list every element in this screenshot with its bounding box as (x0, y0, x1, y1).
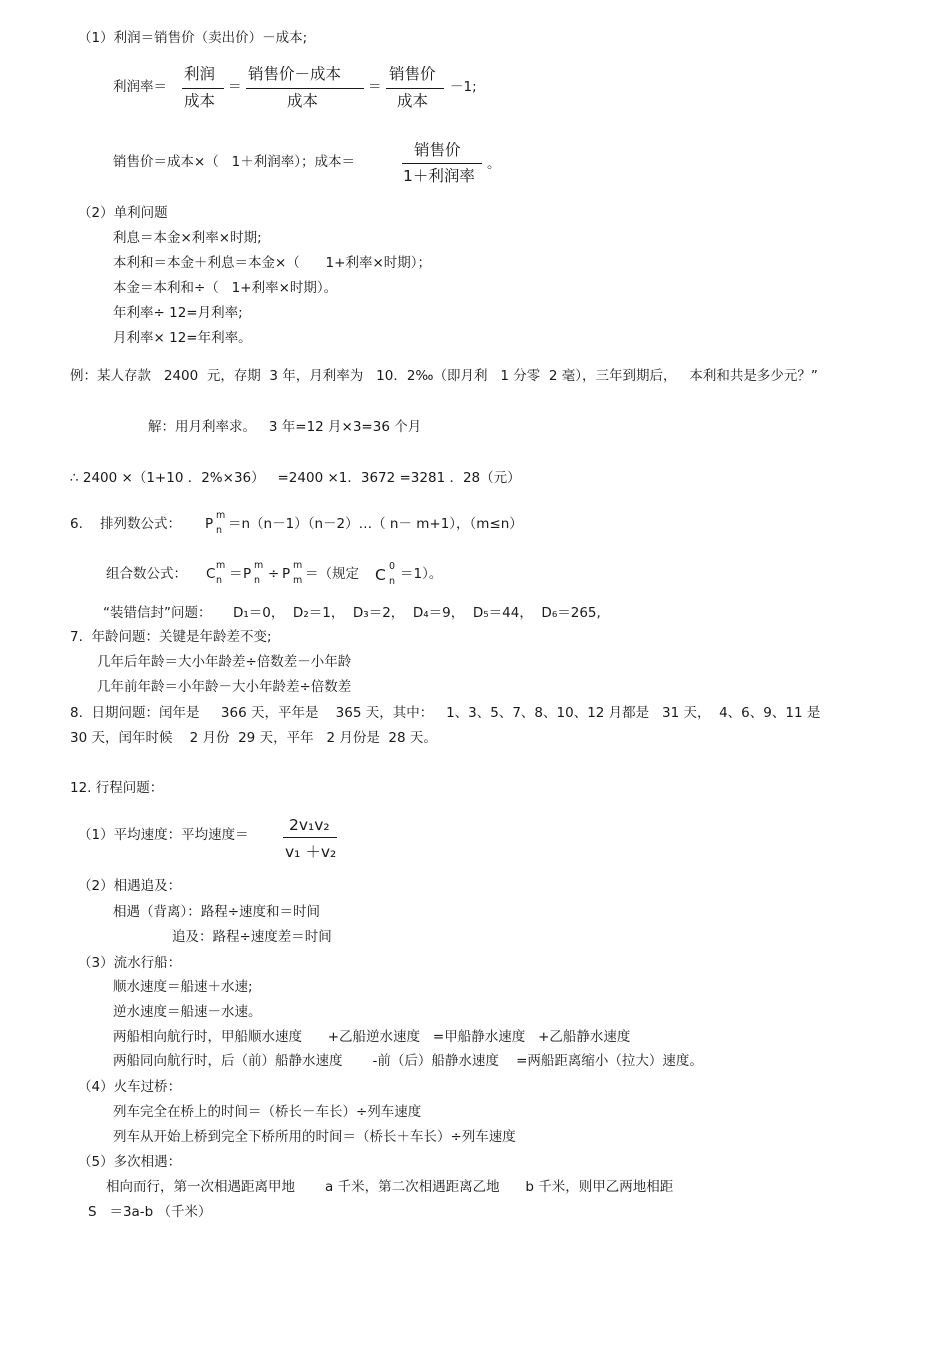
meet-line: 相遇（背离）：路程÷速度和＝时间 (113, 904, 321, 920)
train-title: （4）火车过桥： (78, 1079, 182, 1095)
multi-meet-result: S ＝3a-b （千米） (88, 1204, 212, 1220)
fraction-2-numerator: 销售价－成本 (248, 65, 342, 83)
simple-interest-line: 本利和＝本金＋利息＝本金×（ 1+利率×时期）； (113, 255, 432, 271)
permutation-symbol: P (205, 516, 214, 532)
age-title: 7. 年龄问题：关键是年龄差不变; (70, 629, 272, 645)
minus-one: －1; (450, 79, 477, 95)
superscript-m: m (254, 560, 264, 571)
combination-label: 组合数公式： (106, 566, 187, 582)
sale-price-line: 销售价＝成本×（ 1＋利润率）；成本＝ (113, 154, 356, 170)
superscript-m: m (216, 510, 226, 521)
divide-sign: ÷ (268, 566, 280, 582)
simple-interest-line: 利息＝本金×利率×时期; (113, 230, 262, 246)
meet-title: （2）相遇追及： (78, 878, 182, 894)
fraction-3-denominator: 成本 (397, 92, 429, 110)
fraction-4-numerator: 销售价 (414, 141, 461, 159)
age-line: 几年前年龄＝小年龄－大小年龄差÷倍数差 (97, 679, 352, 695)
date-line-2: 30 天，闰年时候 2 月份 29 天，平年 2 月份是 28 天。 (70, 730, 437, 746)
superscript-m: m (216, 560, 226, 571)
meet-line: 追及：路程÷速度差＝时间 (172, 929, 332, 945)
multi-meet-title: （5）多次相遇： (78, 1154, 182, 1170)
combination-symbol: C (206, 566, 216, 582)
water-line: 两船同向航行时，后（前）船静水速度 -前（后）船静水速度 =两船距离缩小（拉大）速度。 (113, 1053, 703, 1069)
travel-title: 12. 行程问题： (70, 780, 164, 796)
equals-sign: ＝ (229, 566, 243, 582)
train-line: 列车从开始上桥到完全下桥所用的时间＝（桥长＋车长）÷列车速度 (113, 1129, 516, 1145)
water-line: 顺水速度＝船速＋水速; (113, 979, 253, 995)
multi-meet-line: 相向而行，第一次相遇距离甲地 a 千米，第二次相遇距离乙地 b 千米，则甲乙两地相距 (106, 1179, 674, 1195)
subscript-n: n (389, 576, 396, 587)
permutation-label: 6. 排列数公式： (70, 516, 182, 532)
rule-end: ＝1）。 (400, 566, 443, 582)
water-line: 两船相向航行时，甲船顺水速度 +乙船逆水速度 =甲船静水速度 +乙船静水速度 (113, 1029, 631, 1045)
combination-symbol: C (375, 566, 386, 584)
subscript-m: m (293, 575, 303, 586)
average-speed-numerator: 2v₁v₂ (289, 816, 330, 834)
equals-sign: ＝ (228, 79, 242, 95)
fraction-2-denominator: 成本 (287, 92, 319, 110)
envelope-problem: “装错信封”问题： D₁＝0， D₂＝1， D₃＝2， D₄＝9， D₅＝44， D₆＝265, (103, 605, 601, 621)
train-line: 列车完全在桥上的时间＝（桥长－车长）÷列车速度 (113, 1104, 422, 1120)
simple-interest-line: 年利率÷ 12=月利率; (113, 305, 243, 321)
superscript-m: m (293, 560, 303, 571)
fraction-4-denominator: 1＋利润率 (403, 167, 475, 185)
fraction-3-bar (386, 88, 444, 89)
example-solution: 解：用月利率求。 3 年=12 月×3=36 个月 (148, 419, 422, 435)
average-speed-label: （1）平均速度：平均速度＝ (78, 827, 249, 843)
subscript-n: n (216, 525, 223, 536)
date-line-1: 8. 日期问题：闰年是 366 天，平年是 365 天，其中： 1、3、5、7、8、10、12 月都是 31 天， 4、6、9、11 是 (70, 705, 821, 721)
profit-line-1: （1）利润＝销售价（卖出价）－成本; (78, 30, 308, 46)
fraction-2-bar (246, 88, 364, 89)
fraction-1-bar (182, 88, 224, 89)
fraction-3-numerator: 销售价 (389, 65, 436, 83)
rule-text: ＝（规定 (305, 566, 359, 582)
average-speed-bar (283, 837, 337, 838)
superscript-zero: 0 (389, 561, 396, 572)
fraction-4-bar (402, 163, 482, 164)
subscript-n: n (216, 575, 223, 586)
fraction-1-numerator: 利润 (184, 65, 216, 83)
permutation-formula: ＝n（n－1）（n－2）…（ n－ m+1），（m≤n） (228, 516, 523, 532)
permutation-symbol: P (243, 566, 252, 582)
profit-rate-label: 利润率＝ (113, 79, 167, 95)
example-question: 例：某人存款 2400 元，存期 3 年，月利率为 10．2‰（即月利 1 分零 2 毫），三年到期后， 本利和共是多少元？” (70, 368, 818, 384)
simple-interest-line: 月利率× 12=年利率。 (113, 330, 252, 346)
age-line: 几年后年龄＝大小年龄差÷倍数差－小年龄 (97, 654, 352, 670)
example-result: ∴ 2400 ×（1+10 ．2%×36） =2400 ×1．3672 =3281 ．28（元） (70, 470, 521, 486)
average-speed-denominator: v₁ ＋v₂ (285, 843, 337, 861)
simple-interest-line: 本金＝本利和÷（ 1+利率×时期）。 (113, 280, 338, 296)
subscript-n: n (254, 575, 261, 586)
fraction-1-denominator: 成本 (184, 92, 216, 110)
permutation-symbol: P (282, 566, 291, 582)
equals-sign: ＝ (368, 79, 382, 95)
simple-interest-title: （2）单利问题 (78, 205, 168, 221)
water-title: （3）流水行船： (78, 955, 182, 971)
period-mark: 。 (487, 156, 501, 172)
water-line: 逆水速度＝船速－水速。 (113, 1004, 262, 1020)
